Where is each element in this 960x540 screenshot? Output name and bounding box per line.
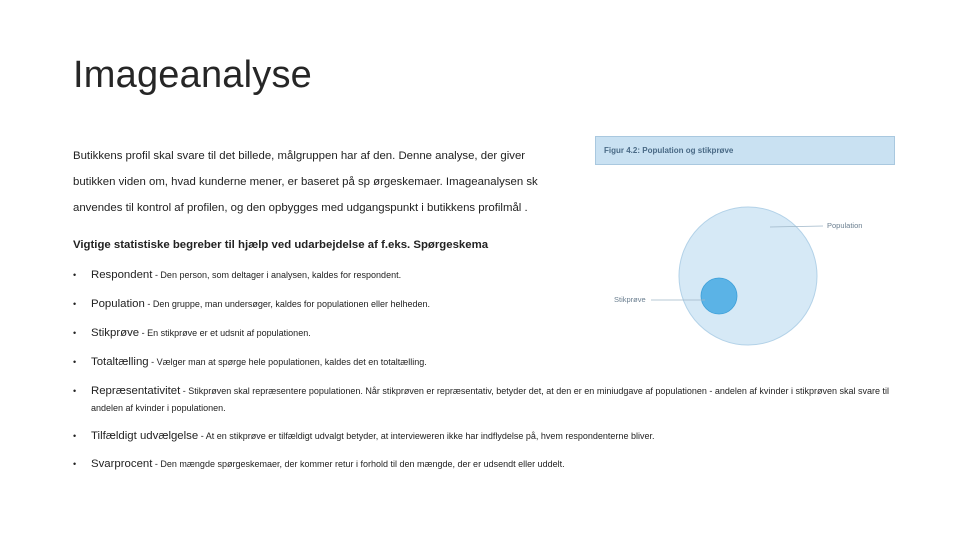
term-definition: - Den mængde spørgeskemaer, der kommer retur i forhold til den mængde, der er udsendt eller uddelt. bbox=[152, 459, 565, 469]
term-totaltaelling bbox=[73, 355, 893, 370]
sample-label: Stikprøve bbox=[614, 295, 646, 304]
term-repraesentativitet bbox=[73, 383, 893, 417]
population-label: Population bbox=[827, 221, 863, 230]
figure-caption: Figur 4.2: Population og stikprøve bbox=[604, 146, 734, 155]
term-definition: - Vælger man at spørge hele populationen, kaldes det en totaltælling. bbox=[148, 357, 427, 367]
intro-line: butikken viden om, hvad kunderne mener, er baseret på sp ørgeskemaer. Imageanalysen sk bbox=[73, 176, 538, 188]
term-definition: - Stikprøven skal repræsentere populationen. Når stikprøven er repræsentativ, betyder det, at den er en miniudgave af populationen - andelen af kvinder i stikprøven skal svare til andelen af kvinder i populationen. bbox=[91, 386, 889, 413]
term-name: Repræsentativitet bbox=[91, 385, 181, 397]
intro-line: Butikkens profil skal svare til det billede, målgruppen har af den. Denne analyse, der giver bbox=[73, 150, 526, 162]
bullet-icon: • bbox=[73, 328, 77, 338]
term-name: Totaltælling bbox=[91, 356, 149, 368]
intro-paragraph bbox=[73, 143, 573, 221]
term-name: Tilfældigt udvælgelse bbox=[91, 430, 199, 442]
population-diagram bbox=[595, 136, 895, 346]
bullet-icon: • bbox=[73, 357, 77, 367]
term-definition: - En stikprøve er et udsnit af populationen. bbox=[139, 328, 311, 338]
term-tilfaeldig-udvaelgelse bbox=[73, 429, 893, 444]
figure-header bbox=[595, 136, 895, 165]
intro-line: anvendes til kontrol af profilen, og den opbygges med udgangspunkt i butikkens profilmål . bbox=[73, 202, 528, 214]
term-name: Svarprocent bbox=[91, 458, 153, 470]
term-definition: - At en stikprøve er tilfældigt udvalgt betyder, at intervieweren ikke har indflydelse på, hvem respondenterne bliver. bbox=[198, 431, 655, 441]
bullet-icon: • bbox=[73, 299, 77, 309]
term-definition: - Den gruppe, man undersøger, kaldes for populationen eller helheden. bbox=[144, 299, 431, 309]
term-name: Stikprøve bbox=[91, 327, 140, 339]
sample-circle bbox=[701, 278, 737, 314]
bullet-icon: • bbox=[73, 386, 77, 396]
bullet-icon: • bbox=[73, 459, 77, 469]
section-heading: Vigtige statistiske begreber til hjælp ved udarbejdelse af f.eks. Spørgeskema bbox=[73, 239, 489, 251]
term-definition: - Den person, som deltager i analysen, kaldes for respondent. bbox=[152, 270, 402, 280]
term-name: Population bbox=[91, 298, 145, 310]
population-figure bbox=[595, 136, 895, 346]
slide-title: Imageanalyse bbox=[73, 54, 312, 96]
population-circle bbox=[679, 207, 817, 345]
bullet-icon: • bbox=[73, 431, 77, 441]
bullet-icon: • bbox=[73, 270, 77, 280]
term-name: Respondent bbox=[91, 269, 153, 281]
term-svarprocent bbox=[73, 457, 893, 472]
